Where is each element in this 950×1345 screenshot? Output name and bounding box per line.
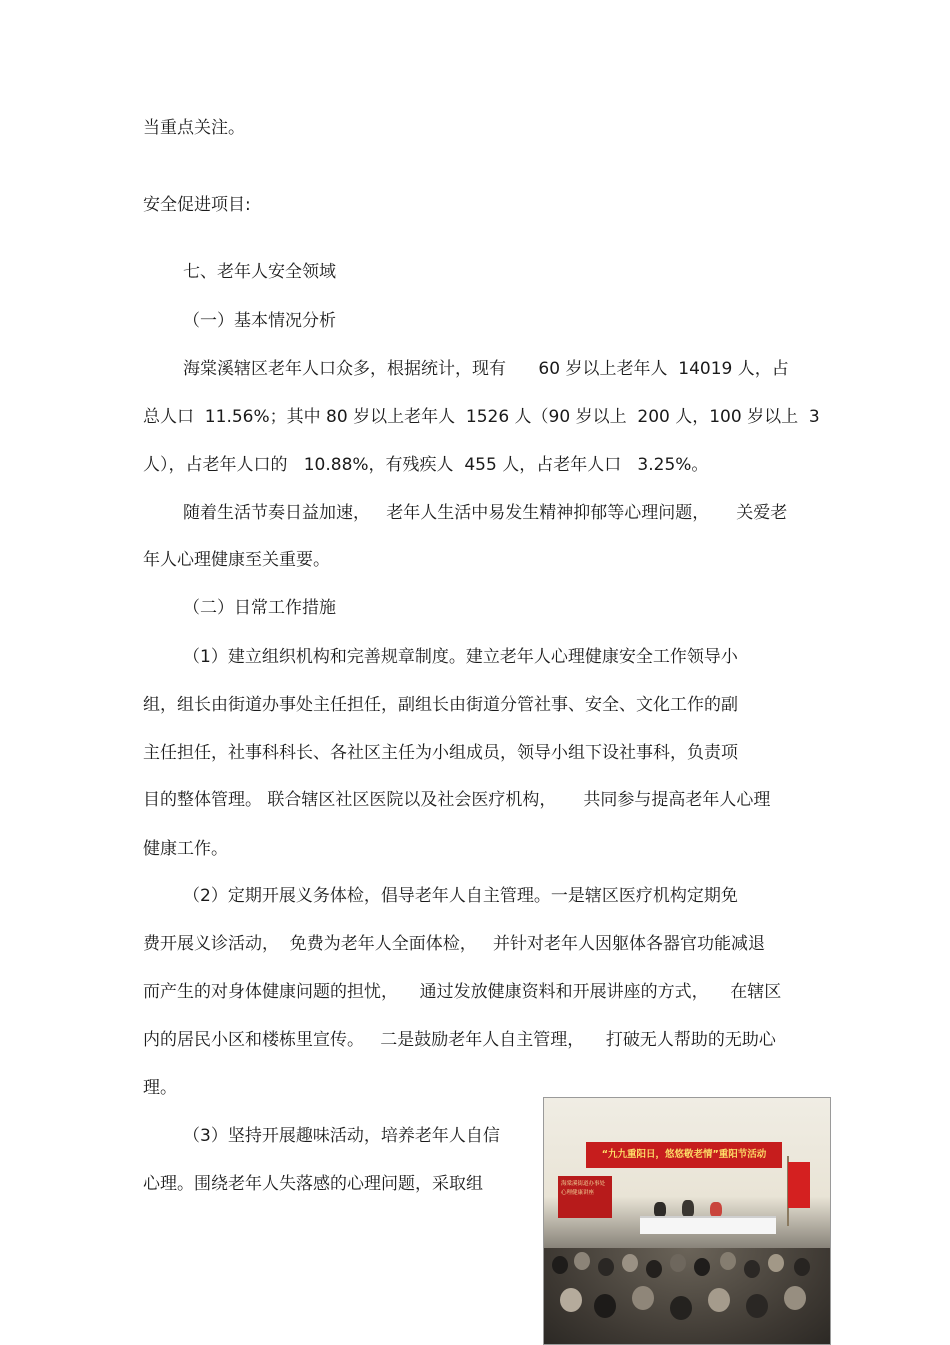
photo-screen [558, 1176, 612, 1218]
flag [788, 1162, 810, 1208]
subsection-heading: （二）日常工作措施 [183, 598, 336, 618]
text-line: 健康工作。 [143, 839, 228, 859]
text-line: 年人心理健康至关重要。 [143, 550, 330, 570]
text-line: 目的整体管理。 联合辖区社区医院以及社会医疗机构， 共同参与提高老年人心理 [143, 790, 771, 810]
audience [544, 1248, 831, 1345]
photo-banner: “九九重阳日，悠悠敬老情”重阳节活动 [586, 1142, 782, 1168]
text-line: （3）坚持开展趣味活动，培养老年人自信 [183, 1126, 500, 1146]
text-line: 安全促进项目: [143, 195, 251, 215]
text-line: （2）定期开展义务体检，倡导老年人自主管理。一是辖区医疗机构定期免 [183, 886, 738, 906]
text-line: 总人口 11.56%；其中 80 岁以上老年人 1526 人（90 岁以上 200 人，100 岁以上 3 [143, 407, 820, 427]
text-line: 费开展义诊活动， 免费为老年人全面体检， 并针对老年人因躯体各器官功能减退 [143, 934, 766, 954]
section-heading: 七、老年人安全领域 [183, 262, 336, 282]
text-line: 而产生的对身体健康问题的担忧， 通过发放健康资料和开展讲座的方式， 在辖区 [143, 982, 782, 1002]
subsection-heading: （一）基本情况分析 [183, 311, 336, 331]
text-line: 当重点关注。 [143, 118, 245, 138]
text-line: 理。 [143, 1078, 177, 1098]
event-photo [543, 1097, 831, 1345]
photo-screen-line: 心理健康讲座 [561, 1190, 595, 1196]
text-line: 随着生活节奏日益加速， 老年人生活中易发生精神抑郁等心理问题， 关爱老 [183, 503, 788, 523]
text-line: 人），占老年人口的 10.88%，有残疾人 455 人，占老年人口 3.25%。 [143, 455, 709, 475]
text-line: 主任担任，社事科科长、各社区主任为小组成员，领导小组下设社事科，负责项 [143, 743, 738, 763]
photo-screen-line: 海棠溪街道办事处 [561, 1181, 606, 1187]
text-line: 海棠溪辖区老年人口众多，根据统计，现有 60 岁以上老年人 14019 人，占 [183, 359, 789, 379]
text-line: 内的居民小区和楼栋里宣传。 二是鼓励老年人自主管理， 打破无人帮助的无助心 [143, 1030, 776, 1050]
text-line: 心理。围绕老年人失落感的心理问题，采取组 [143, 1174, 483, 1194]
presenter-table [640, 1216, 776, 1234]
text-line: 组，组长由街道办事处主任担任，副组长由街道分管社事、安全、文化工作的副 [143, 695, 738, 715]
text-line: （1）建立组织机构和完善规章制度。建立老年人心理健康安全工作领导小 [183, 647, 738, 667]
